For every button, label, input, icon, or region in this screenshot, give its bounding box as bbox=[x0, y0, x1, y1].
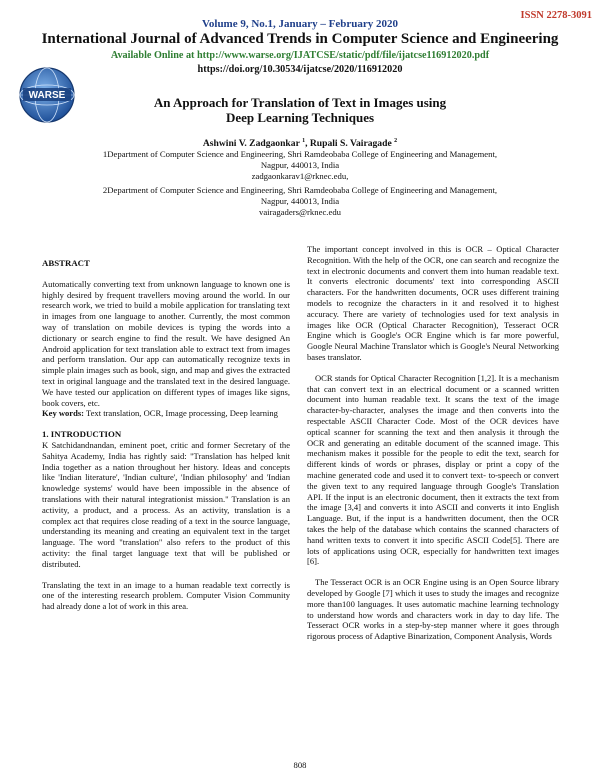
online-url-link[interactable]: Available Online at http://www.warse.org/IJATCSE/static/pdf/file/ijatcse116912020.pdf bbox=[110, 50, 490, 61]
affiliation-1-line-1: 1Department of Computer Science and Engineering, Shri Ramdeobaba College of Engineering and Management, bbox=[102, 149, 498, 159]
left-column bbox=[42, 258, 290, 612]
introduction-paragraph-1: K Satchidandnandan, eminent poet, critic and former Secretary of the Sahitya Academy, India has rightly said: "Translation has helped knit India together as a nation throughout her history. Ideas and concepts like 'Indian literature', 'Indian culture', 'Indian philosophy' and 'Indian knowledge systems' would have been impossible in the absence of translations with their natural integrationist mission." Translation is an activity, a product, and a process. As an activity, translation is a complex act that requires close reading of a text in the source language, understanding its meaning and creating an equivalent text in the target language. The word "translation" also refers to the product of this activity: the final target language text that will be published or distributed. bbox=[42, 439, 290, 569]
keywords-label: Key words: bbox=[42, 408, 85, 419]
abstract-text: Automatically converting text from unknown language to known one is highly desired by frequent travellers moving around the world. In our research work, we tried to build a mobile application for translating text in images from one language to another. Currently, the most common way of translation on mobile devices is typing the words into a dictionary or search engine to find the result. We have designed An Android application for text translation able to extract text from images and perform translation. Our app can automatically recognize texts in simple plain images such as book, sign, and map and gives the extracted text in original language and the translated text in the desired language. We have tested our application on different types of images like signs, book covers, etc. bbox=[42, 278, 290, 408]
volume-info: Volume 9, No.1, January – February 2020 bbox=[201, 18, 399, 30]
page-number: 808 bbox=[293, 760, 307, 770]
affiliation-2-email[interactable]: vairagaders@rknec.edu bbox=[258, 207, 342, 217]
title-line-2: Deep Learning Techniques bbox=[225, 110, 375, 125]
introduction-heading: 1. INTRODUCTION bbox=[42, 429, 122, 440]
affiliation-2 bbox=[0, 185, 600, 218]
logo-text: WARSE bbox=[28, 90, 66, 101]
right-column bbox=[307, 244, 559, 642]
issn-label: ISSN 2278-3091 bbox=[520, 10, 592, 21]
journal-title: International Journal of Advanced Trends in Computer Science and Engineering bbox=[41, 31, 559, 47]
authors: Ashwini V. Zadgaonkar $^1$, Rupali S. Vairagade $^2$ bbox=[202, 138, 398, 150]
affiliation-1-line-2: Nagpur, 440013, India bbox=[260, 160, 340, 170]
right-paragraph-1: The important concept involved in this is OCR – Optical Character Recognition. With the help of the OCR, one can search and recognize the text in electronic documents and convert them into human readable text. It converts electronic documents' text into corresponding ASCII characters. For the handwritten documents, OCR uses different training models to recognize the characters in it and resolved it to highest accuracy. There are variety of technologies used for text analysis in images like OCR (Optical Character Recognition), Tesseract OCR Engine which is Google's OCR Engine which is far more powerful, Google Neural Machine Translator which is Google's Neural Networking bases translator. bbox=[307, 244, 559, 362]
affiliation-1-email[interactable]: zadgaonkarav1@rknec.edu, bbox=[251, 171, 349, 181]
keywords-text: Text translation, OCR, Image processing, Deep learning bbox=[84, 408, 278, 419]
introduction-paragraph-2: Translating the text in an image to a human readable text correctly is one of the interesting research problem. Computer Vision Community had already done a lot of work in this area. bbox=[42, 579, 290, 612]
right-paragraph-3: The Tesseract OCR is an OCR Engine using is an Open Source library developed by Google [7] which it uses to study the images and recognize more than100 languages. It uses automatic machine learning technology to understand how words and characters work in day to day life. The Tesseract OCR works in a step-by-step manner where it goes through rigorous process of Adaptive Binarization, Component Analysis, Words bbox=[307, 577, 559, 642]
affiliation-2-line-2: Nagpur, 440013, India bbox=[260, 196, 340, 206]
keywords bbox=[42, 408, 290, 419]
paper-title bbox=[0, 95, 600, 125]
title-line-1: An Approach for Translation of Text in Images using bbox=[153, 95, 447, 110]
affiliation-1 bbox=[0, 149, 600, 182]
doi-link[interactable]: https://doi.org/10.30534/ijatcse/2020/116912020 bbox=[197, 64, 403, 75]
right-paragraph-2: OCR stands for Optical Character Recognition [1,2]. It is a mechanism that can convert text in an electrical document or a scanned written document into human readable text. It scans the text of the image character-by-character, analyses the image and then converts into the respectable ASCII Character Code. Most of the OCR devices have optical scanner for scanning the text and then analysis it through the OCR and generating an editable document of the scanned image. This mechanism makes it possible for the people to edit the text, search for different kinds of words or phrases, display or print a copy of the machine generated code and used it to convert text- to-speech or convert the given text to any required language through Google's Translation API. If the input is an electronic document, then it extracts the text from the image [3,4] and converts it into ASCII and converts it into English Language. But, if the input is a handwritten document, then the OCR takes the help of the database which contains the scanned characters of hand written texts to convert it into specific ASCII Code[5]. There are lots of applications using OCR, especially for handwritten text images [6]. bbox=[307, 372, 559, 567]
affiliation-2-line-1: 2Department of Computer Science and Engineering, Shri Ramdeobaba College of Engineering and Management, bbox=[102, 185, 498, 195]
abstract-heading: ABSTRACT bbox=[42, 258, 90, 268]
